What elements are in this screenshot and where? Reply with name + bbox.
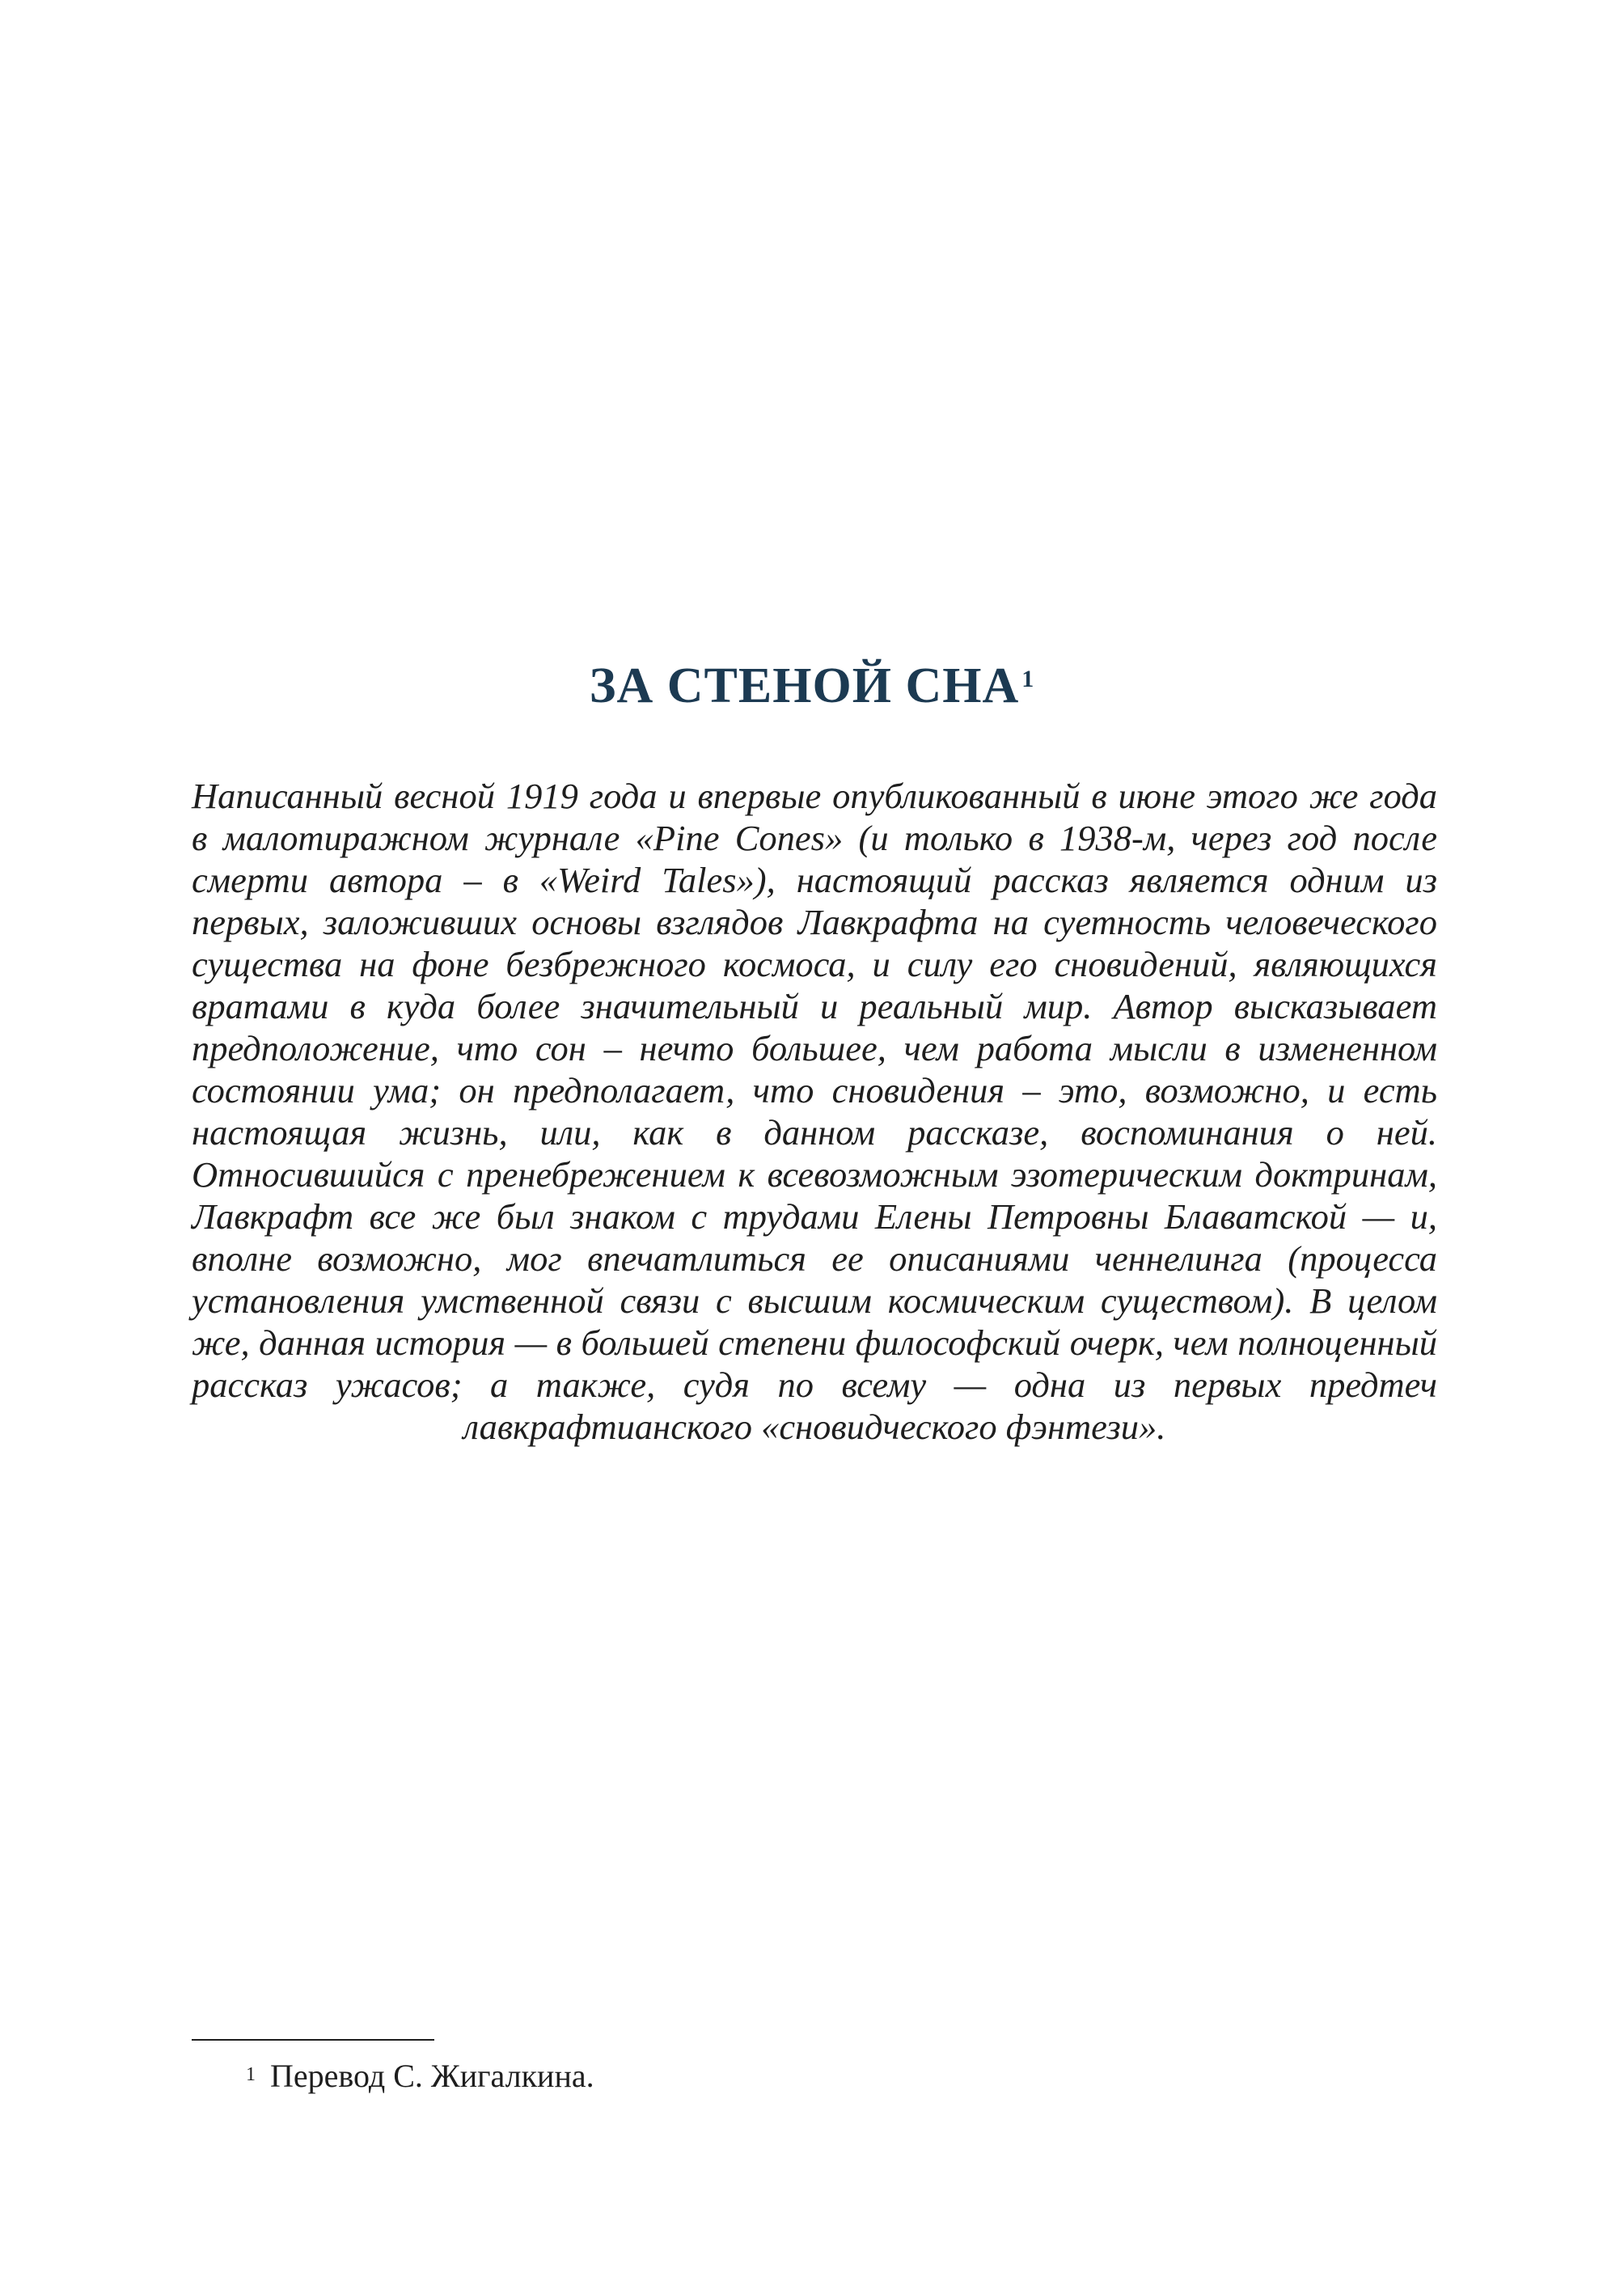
chapter-title-text: ЗА СТЕНОЙ СНА — [589, 658, 1020, 713]
footnote-text: Перевод С. Жигалкина. — [270, 2058, 594, 2094]
footnote — [246, 2056, 1378, 2096]
chapter-title — [0, 654, 1624, 718]
introduction-paragraph: Написанный весной 1919 года и впервые опубликованный в июне этого же года в малотиражном журнале «Pine Cones» (и только в 1938-м, через год после смерти автора – в «Weird Tales»), настоящий рассказ является одним из первых, заложивших основы взглядов Лавкрафта на суетность человеческого существа на фоне безбрежного космоса, и силу его сновидений, являющихся вратами в куда более значительный и реальный мир. Автор высказывает предположение, что сон – нечто большее, чем работа мысли в измененном состоянии ума; он предполагает, что сновидения – это, возможно, и есть настоящая жизнь, или, как в данном рассказе, воспоминания о ней. Относившийся с пренебрежением к всевозможным эзотерическим доктринам, Лавкрафт все же был знаком с трудами Елены Петровны Блаватской — и, вполне возможно, мог впечатлиться ее описаниями ченнелинга (процесса установления умственной связи с высшим космическим существом). В целом же, данная история — в большей степени философский очерк, чем полноценный рассказ ужасов; а также, судя по всему — одна из первых предтеч лавкрафтианского «сновидческого фэнтези». — [192, 776, 1437, 1447]
footnote-reference: 1 — [1021, 666, 1035, 692]
footnote-number: 1 — [246, 2064, 256, 2085]
footnote-separator — [192, 2039, 434, 2041]
